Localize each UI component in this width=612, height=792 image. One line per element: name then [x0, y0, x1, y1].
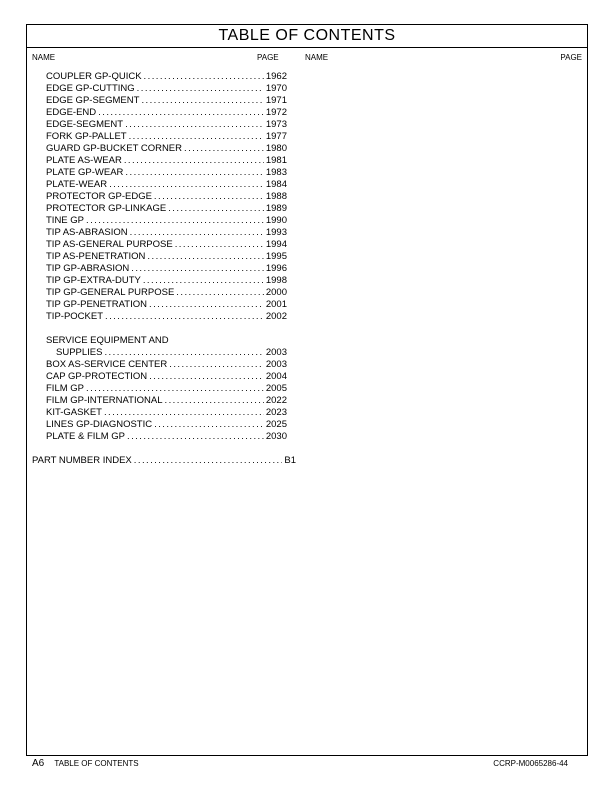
leader-dots — [127, 431, 264, 443]
entry-name: EDGE-END — [46, 107, 97, 118]
entry-page: 1980 — [265, 143, 287, 154]
entry-page: 2004 — [265, 371, 287, 382]
entry-name: TIP AS-GENERAL PURPOSE — [46, 239, 173, 250]
toc-entry[interactable] — [32, 167, 287, 179]
leader-dots — [130, 227, 264, 239]
toc-entry[interactable] — [32, 299, 287, 311]
page-title: TABLE OF CONTENTS — [27, 25, 587, 48]
toc-entry[interactable] — [32, 131, 287, 143]
section-heading: SERVICE EQUIPMENT AND — [46, 335, 169, 346]
entry-page: 2003 — [265, 359, 287, 370]
leader-dots — [125, 167, 263, 179]
entry-page: 1994 — [265, 239, 287, 250]
page-frame — [26, 24, 588, 756]
entry-page: 2002 — [265, 311, 287, 322]
entry-page: 1962 — [265, 71, 287, 82]
entry-name: EDGE GP-SEGMENT — [46, 95, 140, 106]
leader-dots — [149, 371, 264, 383]
spacer — [32, 443, 287, 455]
entry-name: PLATE AS-WEAR — [46, 155, 122, 166]
leader-dots — [164, 395, 263, 407]
leader-dots — [154, 419, 264, 431]
toc-entry[interactable] — [32, 143, 287, 155]
entry-name: BOX AS-SERVICE CENTER — [46, 359, 168, 370]
toc-entry[interactable] — [32, 407, 287, 419]
footer-section: TABLE OF CONTENTS — [54, 759, 139, 768]
toc-entry[interactable] — [32, 419, 287, 431]
entry-name: TINE GP — [46, 215, 85, 226]
left-name-header: NAME — [32, 53, 56, 62]
toc-entry[interactable] — [32, 107, 287, 119]
toc-entry[interactable] — [32, 263, 287, 275]
entry-page: 1973 — [265, 119, 287, 130]
toc-entry-index[interactable] — [32, 455, 296, 467]
leader-dots — [109, 179, 264, 191]
toc-entry[interactable] — [32, 251, 287, 263]
leader-dots — [134, 455, 283, 467]
spacer — [32, 323, 287, 335]
leader-dots — [86, 215, 264, 227]
toc-entry[interactable] — [32, 383, 287, 395]
toc-entry[interactable] — [32, 215, 287, 227]
entry-page: 2001 — [265, 299, 287, 310]
entry-page: 2030 — [265, 431, 287, 442]
right-page-header: PAGE — [560, 53, 582, 62]
leader-dots — [105, 311, 264, 323]
entry-name: TIP-POCKET — [46, 311, 104, 322]
entry-name: TIP AS-ABRASION — [46, 227, 128, 238]
entry-page: 2023 — [265, 407, 287, 418]
leader-dots — [144, 71, 264, 83]
entry-name: TIP GP-ABRASION — [46, 263, 130, 274]
toc-entry[interactable] — [32, 203, 287, 215]
entry-name: TIP GP-PENETRATION — [46, 299, 147, 310]
entry-page: 2000 — [265, 287, 287, 298]
entry-name: COUPLER GP-QUICK — [46, 71, 142, 82]
entry-name: TIP GP-EXTRA-DUTY — [46, 275, 141, 286]
page-footer — [32, 757, 568, 771]
toc-entry[interactable] — [32, 347, 287, 359]
entry-page: 1998 — [265, 275, 287, 286]
toc-group-service — [32, 359, 287, 443]
entry-name: PLATE & FILM GP — [46, 431, 126, 442]
entry-page: 1988 — [265, 191, 287, 202]
entry-page: B1 — [284, 455, 296, 466]
entry-name: PROTECTOR GP-LINKAGE — [46, 203, 167, 214]
entry-page: 1972 — [265, 107, 287, 118]
leader-dots — [104, 347, 263, 359]
entry-name: KIT-GASKET — [46, 407, 102, 418]
toc-entry[interactable] — [32, 95, 287, 107]
footer-doc-id: CCRP-M0065286-44 — [493, 759, 568, 768]
leader-dots — [147, 251, 263, 263]
leader-dots — [175, 239, 264, 251]
toc-entry[interactable] — [32, 71, 287, 83]
entry-page: 2003 — [265, 347, 287, 358]
entry-page: 1970 — [265, 83, 287, 94]
leader-dots — [176, 287, 264, 299]
entry-name: PART NUMBER INDEX — [32, 455, 132, 466]
toc-entry[interactable] — [32, 227, 287, 239]
entry-name: EDGE-SEGMENT — [46, 119, 124, 130]
toc-entry[interactable] — [32, 83, 287, 95]
toc-entry[interactable] — [32, 155, 287, 167]
leader-dots — [98, 107, 264, 119]
toc-entries — [32, 71, 296, 467]
toc-entry[interactable] — [32, 311, 287, 323]
entry-page: 1977 — [265, 131, 287, 142]
entry-name: TIP AS-PENETRATION — [46, 251, 146, 262]
leader-dots — [143, 275, 264, 287]
entry-page: 1989 — [265, 203, 287, 214]
leader-dots — [86, 383, 264, 395]
entry-page: 2022 — [265, 395, 287, 406]
entry-name: PLATE-WEAR — [46, 179, 108, 190]
entry-name: SUPPLIES — [56, 347, 103, 358]
entry-name: LINES GP-DIAGNOSTIC — [46, 419, 153, 430]
toc-entry[interactable] — [32, 359, 287, 371]
entry-name: FORK GP-PALLET — [46, 131, 127, 142]
toc-entry[interactable] — [32, 275, 287, 287]
leader-dots — [124, 155, 264, 167]
entry-page: 1984 — [265, 179, 287, 190]
entry-page: 1996 — [265, 263, 287, 274]
leader-dots — [129, 131, 264, 143]
left-page-header: PAGE — [257, 53, 279, 62]
leader-dots — [149, 299, 264, 311]
toc-entry[interactable] — [32, 191, 287, 203]
right-name-header: NAME — [305, 53, 329, 62]
entry-name: FILM GP — [46, 383, 85, 394]
entry-page: 1990 — [265, 215, 287, 226]
toc-entry[interactable] — [32, 395, 287, 407]
toc-group-attachments — [32, 71, 287, 323]
leader-dots — [131, 263, 264, 275]
toc-entry[interactable] — [32, 431, 287, 443]
leader-dots — [137, 83, 264, 95]
entry-name: PLATE GP-WEAR — [46, 167, 124, 178]
entry-name: FILM GP-INTERNATIONAL — [46, 395, 163, 406]
leader-dots — [141, 95, 263, 107]
toc-entry[interactable] — [32, 179, 287, 191]
leader-dots — [169, 359, 264, 371]
leader-dots — [104, 407, 264, 419]
toc-entry[interactable] — [32, 287, 287, 299]
entry-name: CAP GP-PROTECTION — [46, 371, 148, 382]
entry-page: 2005 — [265, 383, 287, 394]
entry-page: 1981 — [265, 155, 287, 166]
leader-dots — [168, 203, 264, 215]
leader-dots — [125, 119, 264, 131]
entry-name: GUARD GP-BUCKET CORNER — [46, 143, 183, 154]
entry-page: 1993 — [265, 227, 287, 238]
entry-page: 1995 — [265, 251, 287, 262]
toc-entry[interactable] — [32, 239, 287, 251]
entry-page: 2025 — [265, 419, 287, 430]
leader-dots — [184, 143, 264, 155]
footer-page-number: A6 — [32, 758, 45, 769]
entry-name: EDGE GP-CUTTING — [46, 83, 135, 94]
entry-page: 1983 — [265, 167, 287, 178]
toc-entry[interactable] — [32, 119, 287, 131]
entry-name: TIP GP-GENERAL PURPOSE — [46, 287, 175, 298]
leader-dots — [154, 191, 264, 203]
toc-entry[interactable] — [32, 371, 287, 383]
entry-name: PROTECTOR GP-EDGE — [46, 191, 152, 202]
entry-page: 1971 — [265, 95, 287, 106]
